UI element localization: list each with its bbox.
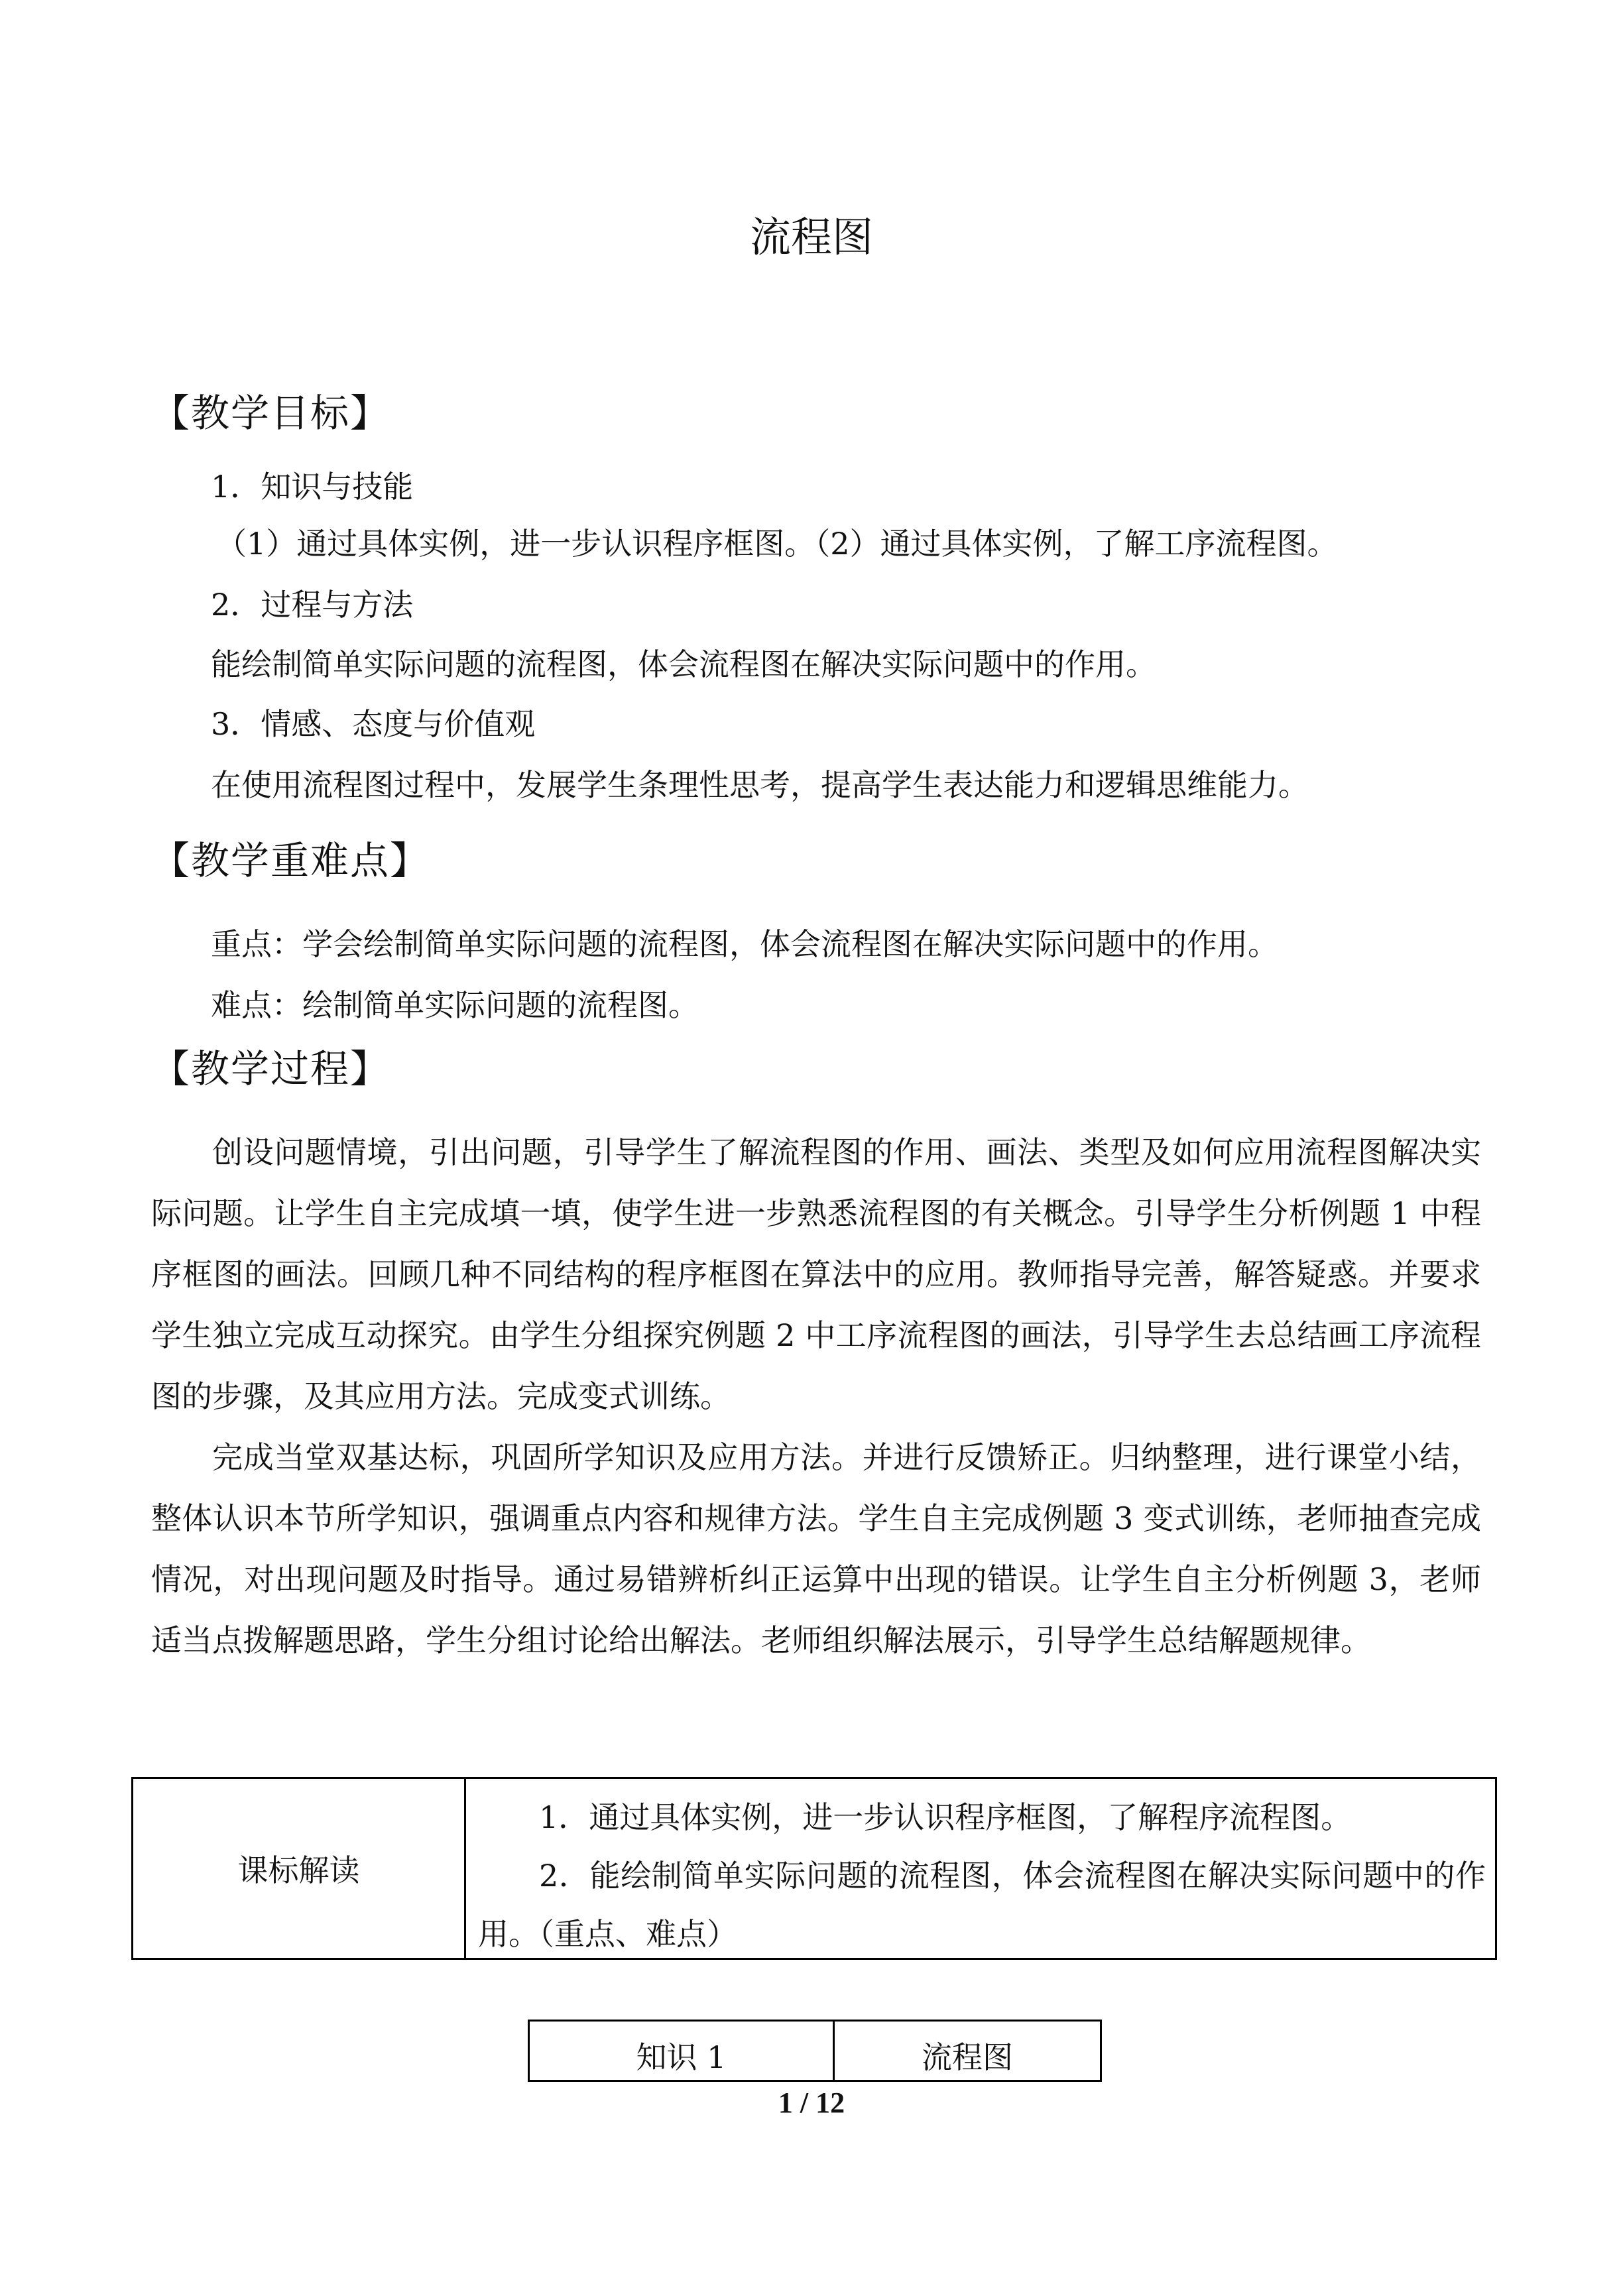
standards-item: 2．能绘制简单实际问题的流程图，体会流程图在解决实际问题中的作用。（重点、难点） (478, 1858, 1486, 1952)
process-paragraph: 创设问题情境，引出问题，引导学生了解流程图的作用、画法、类型及如何应用流程图解决实际问题。让学生自主完成填一填，使学生进一步熟悉流程图的有关概念。引导学生分析例题 1 中程序框图的画法。回顾几种不同结构的程序框图在算法中的应用。教师指导完善，解答疑惑。并要求学生独立完成互动探究。由学生分组探究例题 2 中工序流程图的画法，引导学生去总结画工序流程图的步骤，及其应用方法。完成变式训练。 (151, 1134, 1481, 1414)
key-point-item: 重点：学会绘制简单实际问题的流程图，体会流程图在解决实际问题中的作用。 (211, 926, 1278, 962)
heading-key-difficult-points: 【教学重难点】 (151, 838, 430, 883)
standards-table-label: 课标解读 (133, 1779, 466, 1958)
goal-item: 在使用流程图过程中，发展学生条理性思考，提高学生表达能力和逻辑思维能力。 (211, 767, 1309, 803)
process-paragraph: 完成当堂双基达标，巩固所学知识及应用方法。并进行反馈矫正。归纳整理，进行课堂小结，整体认识本节所学知识，强调重点内容和规律方法。学生自主完成例题 3 变式训练，老师抽查完成情况，对出现问题及时指导。通过易错辨析纠正运算中出现的错误。让学生自主分析例题 3，老师适当点拨解题思路，学生分组讨论给出解法。老师组织解法展示，引导学生总结解题规律。 (151, 1439, 1481, 1658)
heading-teaching-process: 【教学过程】 (151, 1046, 391, 1091)
knowledge-table-label: 知识 1 (530, 2022, 835, 2080)
page-title: 流程图 (749, 213, 873, 261)
goal-item: 1．知识与技能 (211, 469, 414, 505)
goal-item: 3．情感、态度与价值观 (211, 706, 536, 742)
goal-item: 能绘制简单实际问题的流程图，体会流程图在解决实际问题中的作用。 (211, 646, 1156, 682)
page-number: 1 / 12 (778, 2086, 845, 2119)
knowledge-table-value: 流程图 (922, 2039, 1013, 2075)
knowledge-table (528, 2020, 1102, 2082)
standards-table-content (478, 1788, 1486, 1963)
standards-table (131, 1777, 1497, 1960)
key-point-item: 难点：绘制简单实际问题的流程图。 (211, 987, 699, 1023)
goal-item: 2．过程与方法 (211, 587, 414, 623)
goal-item: （1）通过具体实例，进一步认识程序框图。（2）通过具体实例，了解工序流程图。 (216, 526, 1338, 562)
standards-item: 1．通过具体实例，进一步认识程序框图，了解程序流程图。 (539, 1799, 1352, 1835)
heading-teaching-goals: 【教学目标】 (151, 391, 391, 436)
